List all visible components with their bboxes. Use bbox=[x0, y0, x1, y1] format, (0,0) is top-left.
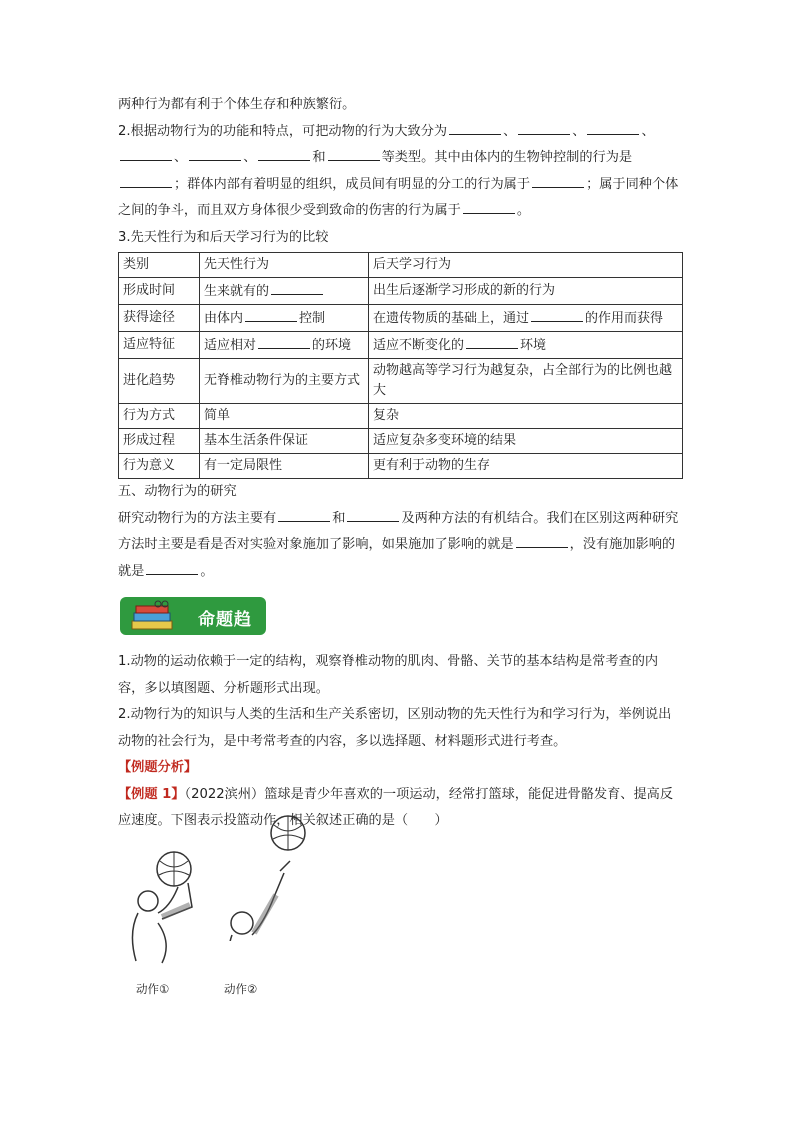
blank[interactable] bbox=[258, 334, 310, 349]
table-row: 获得途径 由体内 控制 在遗传物质的基础上，通过 的作用而获得 bbox=[119, 305, 683, 332]
trend-2: 2.动物行为的知识与人类的生活和生产关系密切，区别动物的先天性行为和学习行为，举例说出动物的社会行为，是中考常考查的内容，多以选择题、材料题形式进行考查。 bbox=[118, 707, 672, 749]
question-3-title: 3.先天性行为和后天学习行为的比较 bbox=[118, 229, 329, 245]
figure-area bbox=[118, 843, 684, 1003]
blank[interactable] bbox=[245, 307, 297, 322]
table-row: 形成时间 生来就有的 出生后逐渐学习形成的新的行为 bbox=[119, 278, 683, 305]
example-heading: 【例题分析】 bbox=[118, 760, 198, 775]
blank[interactable] bbox=[347, 507, 399, 522]
table-row: 形成过程 基本生活条件保证 适应复杂多变环境的结果 bbox=[119, 429, 683, 454]
books-icon bbox=[128, 599, 178, 635]
table-row: 适应特征 适应相对 的环境 适应不断变化的 环境 bbox=[119, 332, 683, 359]
blank[interactable] bbox=[466, 334, 518, 349]
comparison-table bbox=[118, 252, 683, 479]
blank[interactable] bbox=[258, 146, 310, 161]
table-header-row: 类别 先天性行为 后天学习行为 bbox=[119, 253, 683, 278]
blank[interactable] bbox=[189, 146, 241, 161]
blank[interactable] bbox=[120, 173, 172, 188]
caption-action-2: 动作② bbox=[224, 981, 258, 996]
trend-1: 1.动物的运动依赖于一定的结构，观察脊椎动物的肌肉、骨骼、关节的基本结构是常考查的内容，多以填图题、分析题形式出现。 bbox=[118, 654, 659, 696]
section-5-title: 五、动物行为的研究 bbox=[118, 484, 237, 499]
question-2: 2.根据动物行为的功能和特点，可把动物的行为大致分为 、 、 、、 、 和 等类型。其中由体内的生物钟控制的行为是；群体内部有着明显的组织，成员间有明显的分工的行为属于 ；属于同种个体之间的争斗，而且双方身体很少受到致命的伤害的行为属于 。 bbox=[118, 119, 684, 225]
blank[interactable] bbox=[532, 173, 584, 188]
table-row: 行为意义 有一定局限性 更有利于动物的生存 bbox=[119, 454, 683, 479]
caption-action-1: 动作① bbox=[136, 981, 170, 996]
blank[interactable] bbox=[271, 280, 323, 295]
blank[interactable] bbox=[531, 307, 583, 322]
action-2-illustration bbox=[218, 811, 318, 941]
trend-badge bbox=[120, 597, 266, 635]
action-1-illustration bbox=[118, 843, 218, 973]
paragraph-1: 两种行为都有利于个体生存和种族繁衍。 bbox=[118, 97, 356, 112]
blank[interactable] bbox=[146, 560, 198, 575]
example-1: 【例题 1】（2022滨州）篮球是青少年喜欢的一项运动，经常打篮球，能促进骨骼发育、提高反应速度。下图表示投篮动作，相关叙述正确的是（ ） bbox=[118, 786, 674, 828]
blank[interactable] bbox=[463, 199, 515, 214]
section-5-text: 研究动物行为的方法主要有 和 及两种方法的有机结合。我们在区别这两种研究方法时主要是看是否对实验对象施加了影响，如果施加了影响的就是 ，没有施加影响的就是 。 bbox=[118, 506, 684, 586]
page-content bbox=[118, 92, 684, 1003]
blank[interactable] bbox=[587, 120, 639, 135]
table-row: 进化趋势 无脊椎动物行为的主要方式 动物越高等学习行为越复杂，占全部行为的比例也越大 bbox=[119, 359, 683, 404]
blank[interactable] bbox=[328, 146, 380, 161]
blank[interactable] bbox=[449, 120, 501, 135]
table-row: 行为方式 简单 复杂 bbox=[119, 404, 683, 429]
blank[interactable] bbox=[278, 507, 330, 522]
blank[interactable] bbox=[518, 120, 570, 135]
badge-label: 命题趋 bbox=[198, 610, 252, 630]
blank[interactable] bbox=[516, 533, 568, 548]
blank[interactable] bbox=[120, 146, 172, 161]
